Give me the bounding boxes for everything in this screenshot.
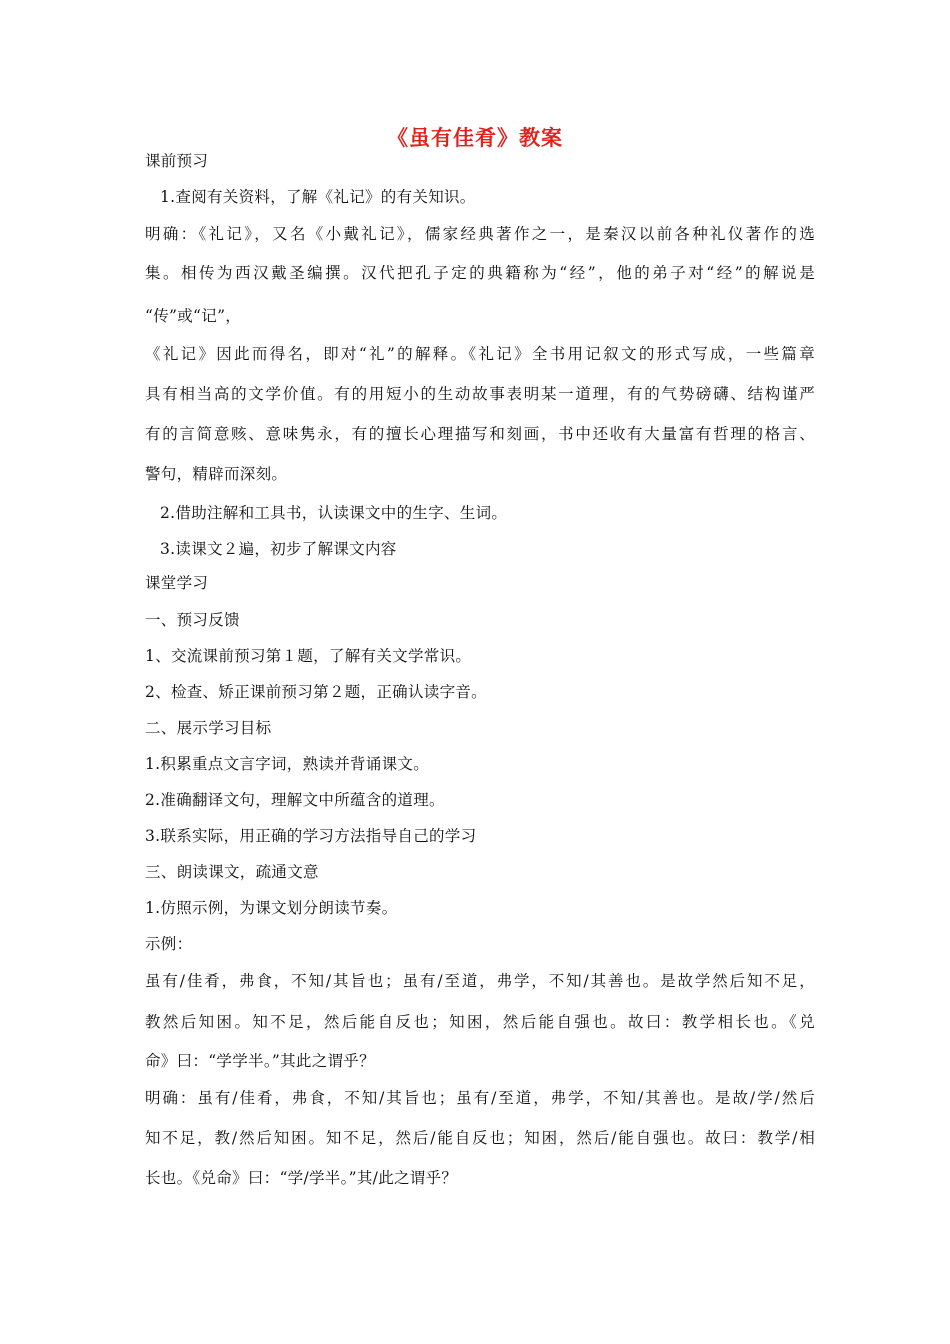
example-line: 命》曰：“学学半。”其此之谓乎？: [145, 1052, 375, 1070]
section-heading-class: 课堂学习: [145, 574, 209, 592]
list-item: 1.积累重点文言字词，熟读并背诵课文。: [145, 755, 429, 773]
paragraph-line: 有的言简意赅、意味隽永，有的擅长心理描写和刻画，书中还收有大量富有哲理的格言、: [145, 425, 815, 443]
list-item: 2、检查、矫正课前预习第２题，正确认读字音。: [145, 683, 487, 701]
paragraph-line: 具有相当高的文学价值。有的用短小的生动故事表明某一道理，有的气势磅礴、结构谨严: [145, 385, 815, 403]
answer-line: 长也。《兑命》曰：“学/学半。”其/此之谓乎？: [145, 1169, 458, 1187]
preview-item-2: 2.借助注解和工具书，认读课文中的生字、生词。: [160, 504, 508, 522]
subsection-heading: 一、预习反馈: [145, 611, 240, 629]
paragraph-line: 警句，精辟而深刻。: [145, 465, 288, 483]
paragraph-line: “传”或“记”，: [145, 307, 242, 325]
example-line: 虽有/佳肴，弗食，不知/其旨也；虽有/至道，弗学，不知/其善也。是故学然后知不足，: [145, 972, 815, 990]
preview-item-3: 3.读课文２遍，初步了解课文内容: [160, 540, 397, 558]
list-item: 3.联系实际，用正确的学习方法指导自己的学习: [145, 827, 477, 845]
example-line: 教然后知困。知不足，然后能自反也；知困，然后能自强也。故曰：教学相长也。《兑: [145, 1013, 815, 1031]
list-item: 1、交流课前预习第１题，了解有关文学常识。: [145, 647, 472, 665]
subsection-heading: 二、展示学习目标: [145, 719, 272, 737]
subsection-heading: 三、朗读课文，疏通文意: [145, 863, 319, 881]
paragraph-line: 明确：《礼记》，又名《小戴礼记》，儒家经典著作之一，是秦汉以前各种礼仪著作的选: [145, 225, 815, 243]
list-item: 2.准确翻译文句，理解文中所蕴含的道理。: [145, 791, 445, 809]
answer-line: 明确：虽有/佳肴，弗食，不知/其旨也；虽有/至道，弗学，不知/其善也。是故/学/然后: [145, 1089, 815, 1107]
answer-line: 知不足，教/然后知困。知不足，然后/能自反也；知困，然后/能自强也。故曰：教学/相: [145, 1129, 815, 1147]
paragraph-line: 《礼记》因此而得名，即对“礼”的解释。《礼记》全书用记叙文的形式写成，一些篇章: [145, 345, 815, 363]
preview-item-1: 1.查阅有关资料，了解《礼记》的有关知识。: [160, 188, 476, 206]
section-heading-preview: 课前预习: [145, 152, 209, 170]
paragraph-line: 集。相传为西汉戴圣编撰。汉代把孔子定的典籍称为“经”，他的弟子对“经”的解说是: [145, 264, 815, 282]
document-title: 《虽有佳肴》教案: [387, 125, 563, 150]
list-item: 1.仿照示例，为课文划分朗读节奏。: [145, 899, 398, 917]
example-label: 示例：: [145, 935, 193, 953]
